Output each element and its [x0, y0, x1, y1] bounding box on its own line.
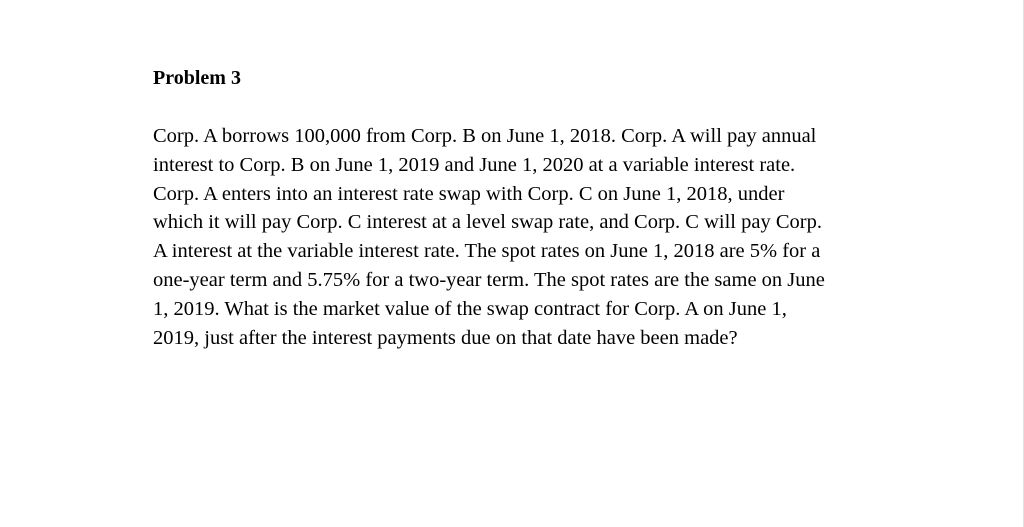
problem-text-line: interest to Corp. B on June 1, 2019 and June 1, 2020 at a variable interest rate.	[153, 153, 796, 176]
problem-text-line: 2019, just after the interest payments due on that date have been made?	[153, 326, 738, 349]
problem-text-line: Corp. A enters into an interest rate swap with Corp. C on June 1, 2018, under	[153, 182, 785, 205]
problem-text	[153, 122, 893, 352]
problem-text-line: A interest at the variable interest rate. The spot rates on June 1, 2018 are 5% for a	[153, 240, 821, 263]
problem-text-line: one-year term and 5.75% for a two-year term. The spot rates are the same on June	[153, 268, 825, 291]
problem-text-line: Corp. A borrows 100,000 from Corp. B on June 1, 2018. Corp. A will pay annual	[153, 125, 817, 147]
problem-text-line: 1, 2019. What is the market value of the swap contract for Corp. A on June 1,	[153, 297, 787, 320]
problem-text-line: which it will pay Corp. C interest at a level swap rate, and Corp. C will pay Corp.	[153, 211, 822, 234]
problem-block	[153, 62, 893, 352]
problem-title: Problem 3	[153, 67, 241, 89]
